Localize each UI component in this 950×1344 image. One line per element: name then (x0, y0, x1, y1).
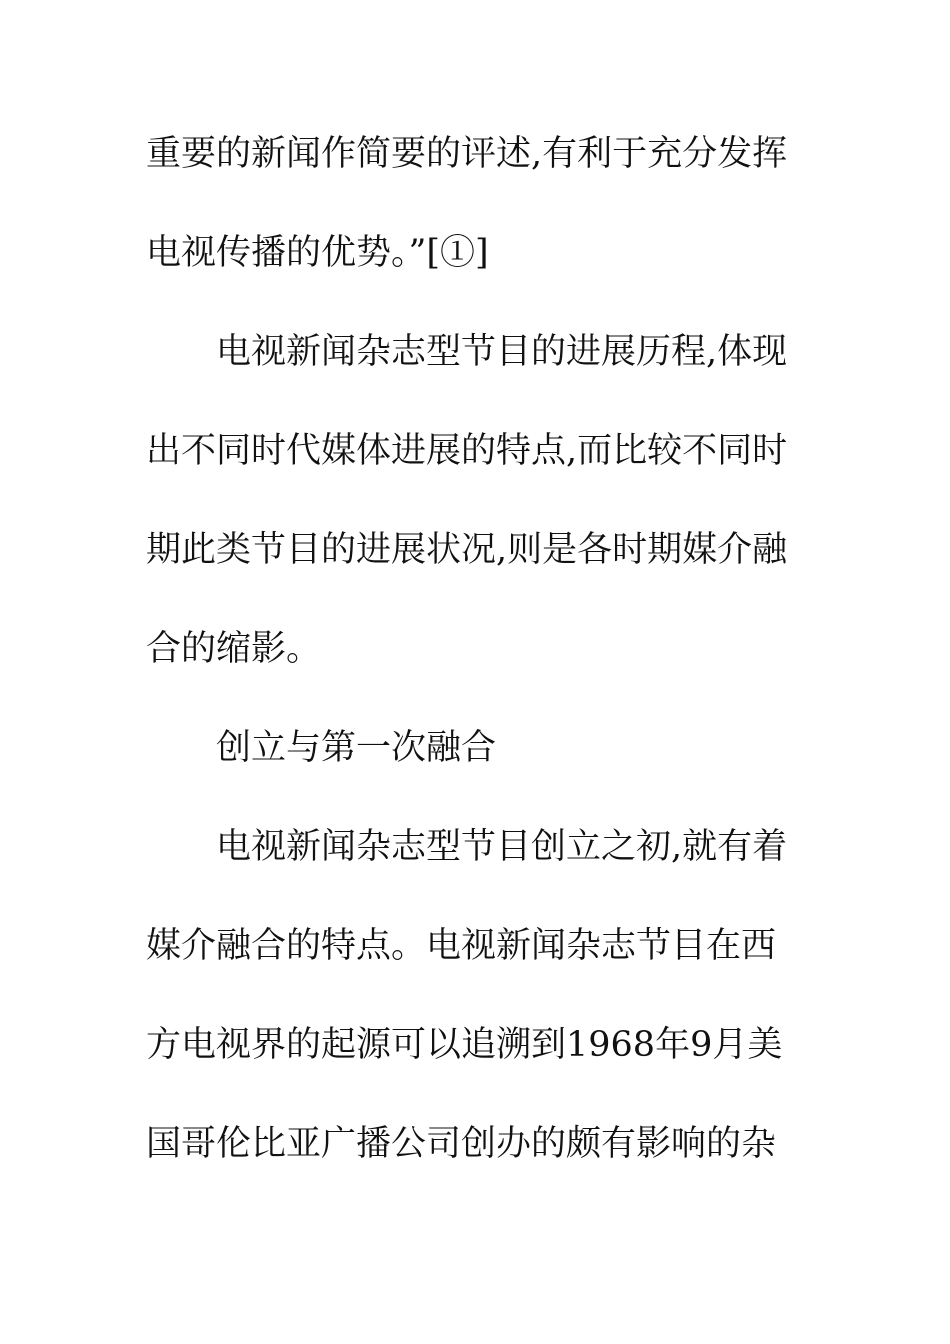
paragraph-line: 重要的新闻作简要的评述,有利于充分发挥 (146, 134, 788, 174)
paragraph-line: 媒介融合的特点。电视新闻杂志节目在西 (146, 926, 777, 966)
paragraph-line: 期此类节目的进展状况,则是各时期媒介融 (146, 530, 788, 570)
paragraph-line: 电视新闻杂志型节目创立之初,就有着 (216, 827, 788, 867)
paragraph-line: 国哥伦比亚广播公司创办的颇有影响的杂 (146, 1124, 777, 1164)
document-body (146, 124, 806, 1213)
paragraph-line: 合的缩影。 (146, 629, 322, 669)
paragraph-line: 出不同时代媒体进展的特点,而比较不同时 (146, 431, 788, 471)
section-heading: 创立与第一次融合 (216, 728, 497, 768)
paragraph-line: 电视新闻杂志型节目的进展历程,体现 (216, 332, 788, 372)
paragraph-line: 电视传播的优势。”[①] (146, 233, 489, 273)
paragraph-line: 方电视界的起源可以追溯到1968年9月美 (146, 1025, 783, 1065)
